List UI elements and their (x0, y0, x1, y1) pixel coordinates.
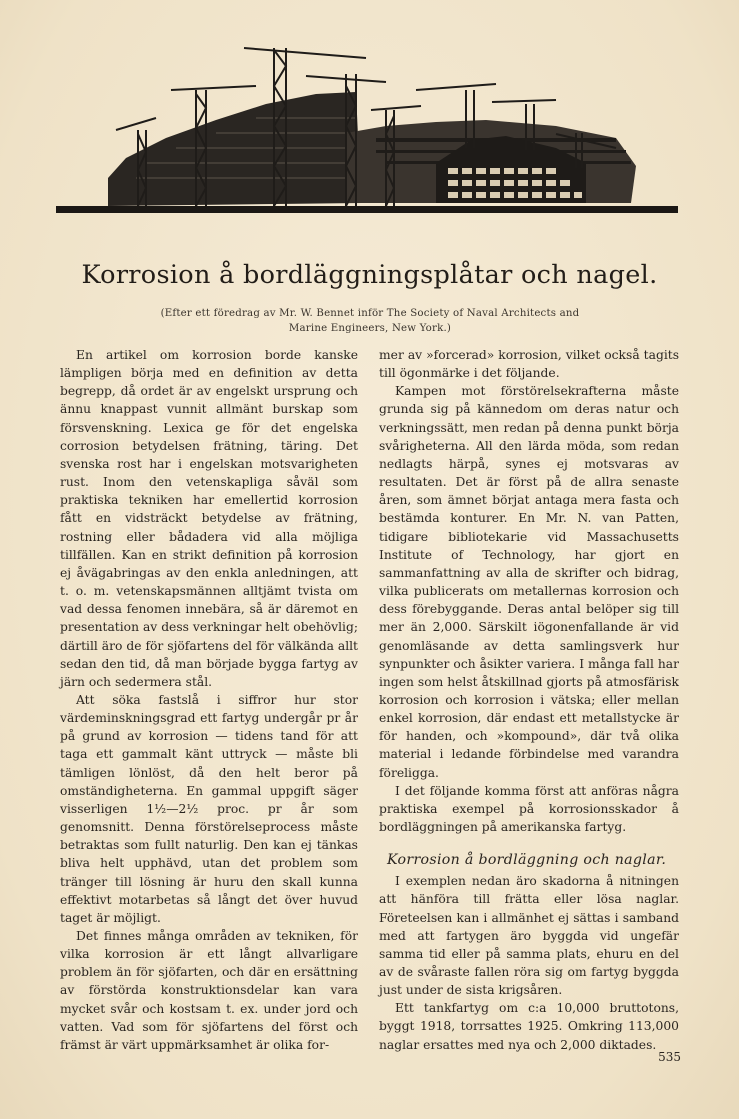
section-heading: Korrosion å bordläggning och naglar. (387, 852, 667, 869)
paragraph: Det finnes många områden av tekniken, för vilka korrosion är ett långt allvarligare problem än för sjöfarten, och där en ersättning av förstörda konstruktionsdelar kan vara mycket svår och kostsam t. ex. under jord och vatten. Vad som för sjöfartens del först och främst är värt uppmärksamhet är olika for- (60, 929, 358, 1052)
paragraph: I exemplen nedan äro skadorna å nitningen att hänföra till frätta eller lösa naglar. Företeelsen kan i allmänhet ej sättas i samband med att fartygen äro byggda vid ungefär samma tid eller på samma plats, ehuru en del av de svåraste fallen röra sig om fartyg byggda just under de sista krigsåren. (379, 874, 679, 998)
paragraph: En artikel om korrosion borde kanske lämpligen börja med en definition av detta begrepp, då ordet är av engelskt ursprung och ännu knappast vunnit allmänt burskap som försvenskning. Lexica ge för det engelska corrosion betydelsen frätning, täring. Det svenska rost har i engelskan motsvarigheten rust. Inom den vetenskapliga såväl som praktiska tekniken har emellertid korrosion fått en vidsträckt betydelse av frätning, rostning eller bådadera vid alla möjliga tillfällen. Kan en strikt definition på korrosion ej åvägabringas av den enkla anledningen, att t. o. m. vetenskapsmännen alltjämt tvista om vad dessa fenomen innebära, så är däremot en presentation av dess verkningar helt obehövlig; därtill äro de för sjöfartens del för välkända allt sedan den tid, då man började bygga fartyg av järn och sedermera stål. (60, 348, 358, 689)
paragraph: Att söka fastslå i siffror hur stor värdeminskningsgrad ett fartyg undergår pr år på grund av korrosion — tidens tand för att taga ett gammalt känt uttryck — måste bli tämligen lönlöst, då den helt beror på omständigheterna. En gammal uppgift säger visserligen 1½—2½ proc. pr år som genomsnitt. Denna förstörelseprocess måste betraktas som fullt naturlig. Den kan ej tänkas bliva helt upphävd, utan det problem som tränger till lösning är huru den skall kunna effektivt motarbetas så långt det över huvud taget är möjligt. (60, 692, 358, 925)
paragraph: Ett tankfartyg om c:a 10,000 bruttotons, byggt 1918, torrsattes 1925. Omkring 113,000 naglar ersattes med nya och 2,000 diktades. (379, 1001, 679, 1052)
article-subtitle: (Efter ett föredrag av Mr. W. Bennet inför The Society of Naval Architects and Marine Engineers, New York.) (160, 308, 580, 334)
page-number: 535 (658, 1050, 681, 1064)
paragraph: Kampen mot förstörelsekrafterna måste grunda sig på kännedom om deras natur och verkningssätt, men redan på denna punkt börja svårigheterna. All den lärda möda, som redan nedlagts härpå, synes ej motsvaras av resultaten. Det är först på de allra senaste åren, som ämnet börjat antaga mera fasta och bestämda konturer. En Mr. N. van Patten, tidigare bibliotekarie vid Massachusetts Institute of Technology, har gjort en sammanfattning av alla de skrifter och bidrag, vilka publicerats om metallernas korrosion och dess förebyggande. Deras antal belöper sig till mer än 2,000. Särskilt iögonenfallande är vid genomläsande av detta samlingsverk hur synpunkter och åsikter variera. I många fall har ingen som helst åtskillnad gjorts på atmosfärisk korrosion och korrosion i vätska; eller mellan enkel korrosion, där endast ett metallstycke är för handen, och »kompound», där två olika material i ledande förbindelse med varandra föreligga. (379, 384, 679, 780)
paragraph: mer av »forcerad» korrosion, vilket också tagits till ögonmärke i det följande. (379, 348, 679, 381)
article-title: Korrosion å bordläggningsplåtar och nagel. (81, 260, 658, 290)
right-column (379, 346, 679, 1054)
shipyard-cranes-icon (56, 38, 678, 216)
shipyard-illustration (56, 38, 678, 216)
left-column (60, 346, 358, 1054)
paragraph: I det följande komma först att anföras några praktiska exempel på korrosionsskador å bordläggningen på amerikanska fartyg. (379, 783, 679, 835)
